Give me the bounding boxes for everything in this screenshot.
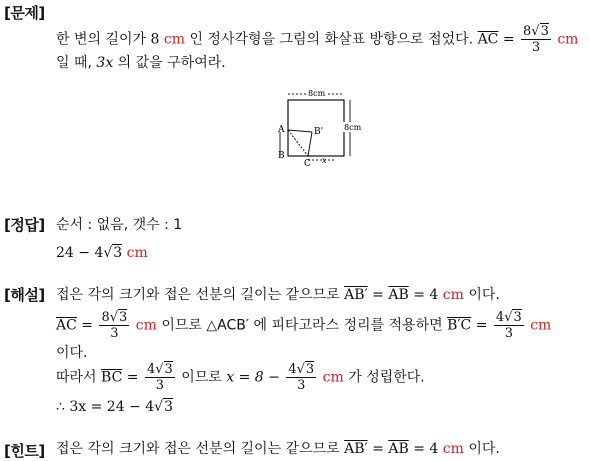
fraction-numerator: 8√3	[523, 24, 549, 39]
segment-ab-prime: AB′	[344, 287, 368, 303]
hint-text-1b: 이다.	[468, 441, 500, 457]
unit-cm: cm	[442, 441, 464, 457]
fraction-numerator: 8√3	[101, 310, 128, 325]
point-c: C	[304, 159, 311, 166]
unit-cm: cm	[135, 317, 157, 334]
fraction-4root3-over-3	[145, 362, 175, 393]
solution-line-3: 이다.	[56, 345, 88, 361]
solution-label: [해설]	[4, 286, 45, 304]
label-right-8cm: 8cm	[344, 123, 362, 132]
problem-text-1: 한 변의 길이가	[56, 31, 147, 48]
unit-cm: cm	[322, 369, 344, 386]
unit-cm: cm	[530, 317, 552, 334]
segment-bc: $\overline{BC}$	[101, 369, 123, 386]
fraction-8root3-over-3	[521, 24, 551, 55]
answer-line-2	[56, 244, 148, 262]
segment-ab: $\overline{AB}$	[388, 287, 409, 303]
unit-cm: cm	[126, 245, 148, 261]
fraction-4root3-over-3	[286, 362, 316, 393]
solution-text-2a: 이므로 △ACB′ 에 피타고라스 정리를 적용하면	[161, 317, 443, 334]
fold-line-ab-prime	[288, 130, 312, 132]
three-x: 3x	[96, 55, 114, 71]
hint-text-1a: 접은 각의 크기와 접은 선분의 길이는 같으므로	[56, 441, 340, 457]
fraction-denominator: 3	[531, 40, 541, 55]
segment-ac: $\overline{AC}$	[56, 317, 77, 334]
solution-line-1	[56, 286, 500, 304]
hint-line-1	[56, 440, 500, 458]
solution-line-2	[56, 310, 551, 341]
equals-4: = 4	[413, 441, 439, 457]
fraction-numerator: 4√3	[288, 362, 315, 377]
problem-text-2: 인 정사각형을 그림의 화살표 방향으로 접었다.	[189, 31, 474, 48]
fold-line-b-prime-c	[308, 132, 312, 156]
segment-b-prime-c: B′C	[447, 317, 472, 334]
fraction-4root3-over-3	[494, 310, 524, 341]
equals: =	[372, 287, 384, 303]
problem-label: [문제]	[4, 4, 45, 22]
label-top-8cm: 8cm	[308, 89, 326, 98]
equals-4: = 4	[413, 287, 439, 303]
label-x: x	[322, 156, 327, 165]
fraction-denominator: 3	[110, 326, 119, 341]
equals: =	[502, 31, 515, 48]
problem-text-4: 의 값을 구하여라.	[117, 55, 226, 71]
equals: =	[81, 317, 94, 334]
answer-line-1: 순서 : 없음, 갯수 : 1	[56, 217, 183, 233]
hint-label: [힌트]	[4, 442, 45, 460]
solution-text-4a: 따라서	[56, 369, 97, 386]
unit-cm: cm	[163, 31, 185, 48]
point-b-prime: B'	[314, 127, 324, 137]
unit-cm: cm	[557, 31, 579, 48]
fraction-denominator: 3	[297, 378, 306, 393]
fraction-numerator: 4√3	[495, 310, 522, 325]
x-equation: x = 8 −	[226, 369, 280, 386]
problem-line-1	[56, 24, 578, 55]
solution-line-4	[56, 362, 425, 393]
answer-label: [정답]	[4, 216, 45, 234]
solution-text-1a: 접은 각의 크기와 접은 선분의 길이는 같으므로	[56, 287, 340, 303]
solution-text-1b: 이다.	[468, 287, 500, 303]
equals: =	[126, 369, 139, 386]
problem-line-2	[56, 54, 226, 72]
solution-text-4c: 가 성립한다.	[348, 369, 425, 386]
point-a: A	[278, 125, 285, 135]
equals: =	[372, 441, 384, 457]
side-length: 8	[150, 31, 160, 48]
segment-ab: $\overline{AB}$	[388, 441, 409, 457]
point-b: B	[278, 151, 285, 161]
fraction-denominator: 3	[504, 326, 513, 341]
fraction-8root3-over-3	[99, 310, 129, 341]
fraction-numerator: 4√3	[146, 362, 173, 377]
problem-text-3: 일 때,	[56, 55, 92, 71]
segment-ab-prime: AB′	[344, 441, 368, 457]
unit-cm: cm	[442, 287, 464, 303]
equals: =	[475, 317, 488, 334]
solution-text-4b: 이므로	[181, 369, 222, 386]
answer-value: 24 − 4√3	[56, 245, 123, 261]
segment-ac: $\overline{AC}$	[477, 31, 499, 48]
folded-square-figure	[272, 86, 372, 166]
fold-line-ac	[288, 130, 308, 156]
fraction-denominator: 3	[155, 378, 164, 393]
solution-line-5: ∴ 3x = 24 − 4√3	[56, 399, 173, 415]
